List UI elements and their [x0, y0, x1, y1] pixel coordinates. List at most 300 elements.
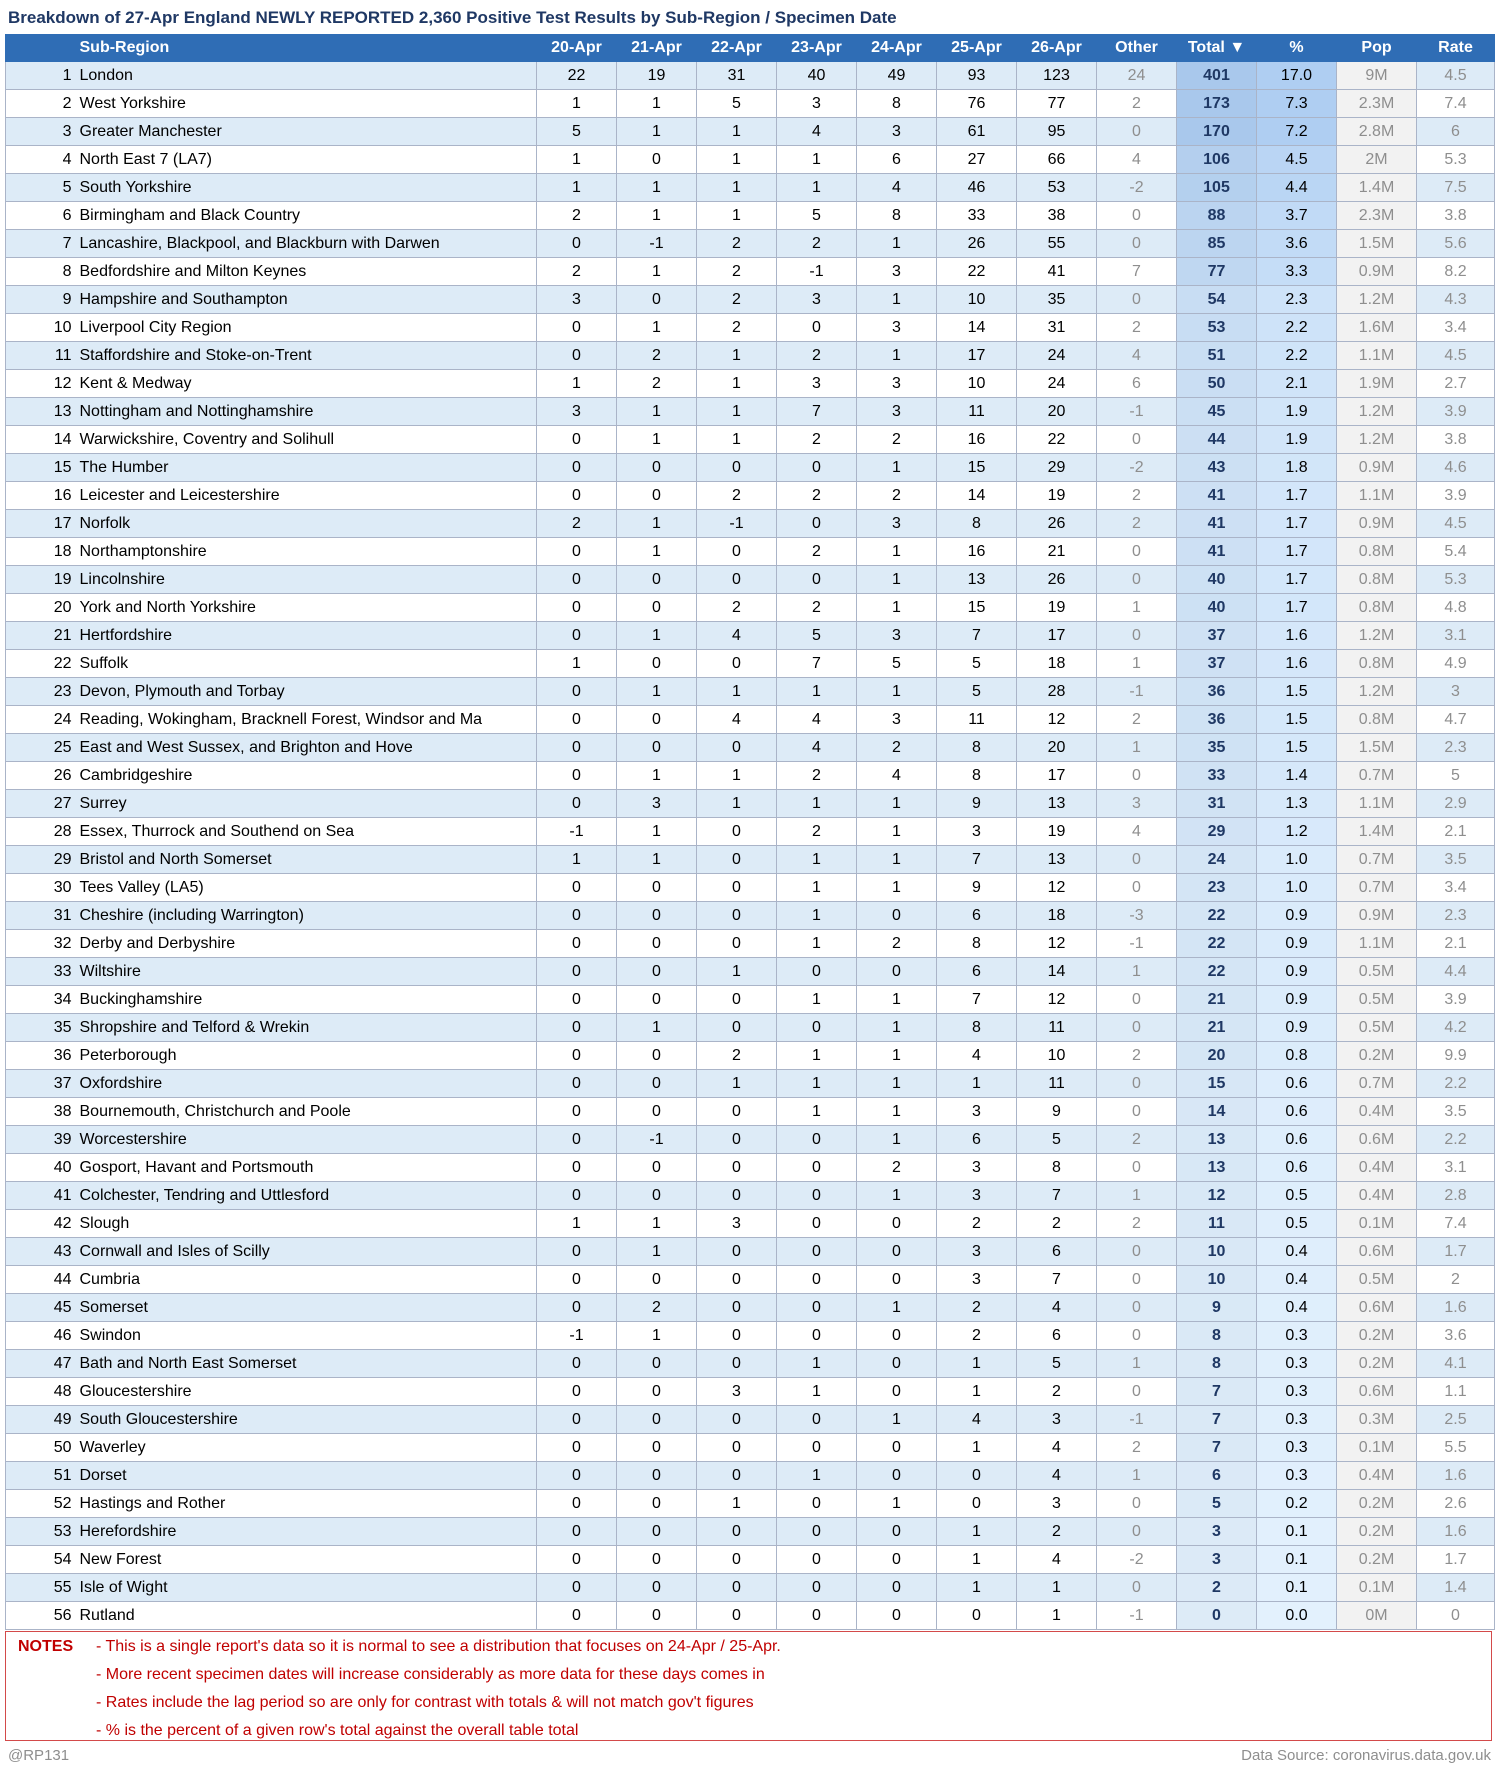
rank-cell: 55	[6, 1574, 76, 1602]
col-header-percent[interactable]: %	[1257, 35, 1337, 62]
cell-total: 35	[1177, 734, 1257, 762]
cell-total: 2	[1177, 1574, 1257, 1602]
cell-23-apr: 0	[777, 1546, 857, 1574]
cell-23-apr: 3	[777, 286, 857, 314]
cell-percent: 1.7	[1257, 538, 1337, 566]
cell-26-apr: 7	[1017, 1182, 1097, 1210]
cell-other: -2	[1097, 174, 1177, 202]
cell-total: 10	[1177, 1266, 1257, 1294]
cell-rate: 4.3	[1417, 286, 1495, 314]
subregion-name: East and West Sussex, and Brighton and Hove	[76, 734, 537, 762]
cell-20-apr: 1	[537, 1210, 617, 1238]
cell-26-apr: 5	[1017, 1126, 1097, 1154]
cell-22-apr: 0	[697, 1266, 777, 1294]
cell-25-apr: 3	[937, 1098, 1017, 1126]
cell-total: 105	[1177, 174, 1257, 202]
cell-22-apr: 0	[697, 846, 777, 874]
cell-21-apr: 2	[617, 342, 697, 370]
table-row	[6, 174, 1495, 202]
cell-total: 20	[1177, 1042, 1257, 1070]
cell-24-apr: 1	[857, 790, 937, 818]
cell-22-apr: 2	[697, 286, 777, 314]
table-row	[6, 1098, 1495, 1126]
cell-percent: 0.3	[1257, 1350, 1337, 1378]
cell-26-apr: 17	[1017, 622, 1097, 650]
table-row	[6, 678, 1495, 706]
table-row	[6, 426, 1495, 454]
cell-total: 44	[1177, 426, 1257, 454]
cell-25-apr: 3	[937, 1238, 1017, 1266]
cell-25-apr: 1	[937, 1350, 1017, 1378]
cell-total: 50	[1177, 370, 1257, 398]
cell-rate: 2.7	[1417, 370, 1495, 398]
table-row	[6, 986, 1495, 1014]
cell-total: 41	[1177, 510, 1257, 538]
cell-pop: 1.2M	[1337, 622, 1417, 650]
cell-percent: 0.1	[1257, 1518, 1337, 1546]
cell-25-apr: 16	[937, 426, 1017, 454]
cell-21-apr: 0	[617, 1350, 697, 1378]
cell-20-apr: 0	[537, 314, 617, 342]
cell-other: 0	[1097, 1294, 1177, 1322]
cell-25-apr: 26	[937, 230, 1017, 258]
cell-rate: 3.4	[1417, 314, 1495, 342]
note-line: - Rates include the lag period so are only for contrast with totals & will not match gov't figures	[96, 1694, 754, 1711]
table-row	[6, 1322, 1495, 1350]
cell-20-apr: 3	[537, 398, 617, 426]
cell-24-apr: 3	[857, 118, 937, 146]
table-row	[6, 1546, 1495, 1574]
cell-pop: 1.2M	[1337, 398, 1417, 426]
rank-cell: 53	[6, 1518, 76, 1546]
col-header-20-apr[interactable]: 20-Apr	[537, 35, 617, 62]
cell-24-apr: 6	[857, 146, 937, 174]
cell-21-apr: 0	[617, 454, 697, 482]
cell-22-apr: 0	[697, 1126, 777, 1154]
cell-pop: 0.3M	[1337, 1406, 1417, 1434]
rank-cell: 4	[6, 146, 76, 174]
cell-other: 0	[1097, 1518, 1177, 1546]
cell-23-apr: 5	[777, 202, 857, 230]
cell-20-apr: -1	[537, 1322, 617, 1350]
cell-20-apr: 0	[537, 1154, 617, 1182]
cell-21-apr: 0	[617, 1434, 697, 1462]
cell-22-apr: 0	[697, 1350, 777, 1378]
cell-pop: 0M	[1337, 1602, 1417, 1630]
cell-25-apr: 6	[937, 902, 1017, 930]
cell-total: 7	[1177, 1406, 1257, 1434]
cell-rate: 1.6	[1417, 1294, 1495, 1322]
subregion-name: Greater Manchester	[76, 118, 537, 146]
cell-total: 53	[1177, 314, 1257, 342]
cell-26-apr: 1	[1017, 1602, 1097, 1630]
cell-rate: 2.1	[1417, 818, 1495, 846]
cell-22-apr: 2	[697, 230, 777, 258]
cell-total: 77	[1177, 258, 1257, 286]
col-header-21-apr[interactable]: 21-Apr	[617, 35, 697, 62]
cell-percent: 7.2	[1257, 118, 1337, 146]
cell-23-apr: 3	[777, 90, 857, 118]
cell-21-apr: 0	[617, 1602, 697, 1630]
cell-21-apr: 19	[617, 62, 697, 90]
cell-20-apr: 0	[537, 1490, 617, 1518]
cell-24-apr: 1	[857, 1406, 937, 1434]
cell-rate: 3.5	[1417, 1098, 1495, 1126]
table-row	[6, 1238, 1495, 1266]
cell-other: 0	[1097, 118, 1177, 146]
cell-22-apr: 2	[697, 258, 777, 286]
cell-24-apr: 3	[857, 510, 937, 538]
cell-21-apr: 1	[617, 202, 697, 230]
col-header-24-apr[interactable]: 24-Apr	[857, 35, 937, 62]
cell-22-apr: 0	[697, 818, 777, 846]
cell-rate: 4.8	[1417, 594, 1495, 622]
author-credit: @RP131	[8, 1747, 70, 1764]
cell-21-apr: 0	[617, 1182, 697, 1210]
col-header-other[interactable]: Other	[1097, 35, 1177, 62]
col-header-25-apr[interactable]: 25-Apr	[937, 35, 1017, 62]
cell-24-apr: 0	[857, 958, 937, 986]
cell-21-apr: 1	[617, 1322, 697, 1350]
cell-24-apr: 2	[857, 734, 937, 762]
cell-other: 2	[1097, 1126, 1177, 1154]
subregion-name: Bedfordshire and Milton Keynes	[76, 258, 537, 286]
cell-21-apr: 0	[617, 1406, 697, 1434]
cell-23-apr: 5	[777, 622, 857, 650]
cell-total: 11	[1177, 1210, 1257, 1238]
cell-26-apr: 2	[1017, 1210, 1097, 1238]
cell-25-apr: 11	[937, 398, 1017, 426]
cell-24-apr: 1	[857, 1126, 937, 1154]
cell-25-apr: 3	[937, 1182, 1017, 1210]
notes-label: NOTES	[18, 1638, 74, 1655]
table-row	[6, 1014, 1495, 1042]
rank-cell: 46	[6, 1322, 76, 1350]
cell-21-apr: 2	[617, 370, 697, 398]
table-row	[6, 454, 1495, 482]
rank-cell: 20	[6, 594, 76, 622]
cell-26-apr: 18	[1017, 650, 1097, 678]
cell-24-apr: 0	[857, 1546, 937, 1574]
cell-23-apr: 0	[777, 1126, 857, 1154]
table-row	[6, 1378, 1495, 1406]
table-row	[6, 594, 1495, 622]
cell-other: 0	[1097, 874, 1177, 902]
table-row	[6, 1126, 1495, 1154]
subregion-header[interactable]: Sub-Region	[76, 35, 537, 62]
cell-20-apr: 0	[537, 874, 617, 902]
col-header-pop[interactable]: Pop	[1337, 35, 1417, 62]
cell-20-apr: 0	[537, 1518, 617, 1546]
cell-pop: 2.3M	[1337, 90, 1417, 118]
cell-percent: 4.4	[1257, 174, 1337, 202]
cell-pop: 1.6M	[1337, 314, 1417, 342]
cell-20-apr: 3	[537, 286, 617, 314]
cell-24-apr: 2	[857, 930, 937, 958]
col-header-26-apr[interactable]: 26-Apr	[1017, 35, 1097, 62]
cell-22-apr: 1	[697, 1490, 777, 1518]
cell-20-apr: 1	[537, 370, 617, 398]
cell-26-apr: 24	[1017, 342, 1097, 370]
rank-cell: 16	[6, 482, 76, 510]
cell-26-apr: 11	[1017, 1014, 1097, 1042]
cell-percent: 0.8	[1257, 1042, 1337, 1070]
cell-23-apr: -1	[777, 258, 857, 286]
cell-total: 37	[1177, 622, 1257, 650]
cell-percent: 0.3	[1257, 1378, 1337, 1406]
cell-total: 41	[1177, 538, 1257, 566]
cell-rate: 3.9	[1417, 398, 1495, 426]
cell-rate: 5.3	[1417, 146, 1495, 174]
cell-23-apr: 7	[777, 650, 857, 678]
cell-21-apr: 0	[617, 1462, 697, 1490]
cell-25-apr: 11	[937, 706, 1017, 734]
cell-pop: 0.6M	[1337, 1378, 1417, 1406]
cell-23-apr: 0	[777, 510, 857, 538]
subregion-table	[5, 34, 1495, 1630]
subregion-name: Bath and North East Somerset	[76, 1350, 537, 1378]
cell-26-apr: 55	[1017, 230, 1097, 258]
cell-21-apr: 1	[617, 1014, 697, 1042]
cell-pop: 0.4M	[1337, 1154, 1417, 1182]
cell-other: 0	[1097, 1574, 1177, 1602]
header-row	[6, 35, 1495, 62]
cell-other: 2	[1097, 1210, 1177, 1238]
cell-20-apr: 0	[537, 1602, 617, 1630]
cell-pop: 0.2M	[1337, 1042, 1417, 1070]
subregion-name: Wiltshire	[76, 958, 537, 986]
cell-percent: 1.7	[1257, 594, 1337, 622]
cell-pop: 0.6M	[1337, 1126, 1417, 1154]
rank-cell: 47	[6, 1350, 76, 1378]
cell-pop: 2M	[1337, 146, 1417, 174]
cell-20-apr: 2	[537, 258, 617, 286]
subregion-name: Bristol and North Somerset	[76, 846, 537, 874]
cell-22-apr: 0	[697, 1182, 777, 1210]
cell-other: 0	[1097, 1266, 1177, 1294]
cell-percent: 1.6	[1257, 650, 1337, 678]
cell-total: 10	[1177, 1238, 1257, 1266]
cell-percent: 0.0	[1257, 1602, 1337, 1630]
cell-24-apr: 4	[857, 174, 937, 202]
cell-other: 2	[1097, 314, 1177, 342]
cell-24-apr: 1	[857, 1490, 937, 1518]
cell-pop: 1.5M	[1337, 230, 1417, 258]
rank-cell: 8	[6, 258, 76, 286]
rank-cell: 17	[6, 510, 76, 538]
rank-cell: 56	[6, 1602, 76, 1630]
rank-cell: 52	[6, 1490, 76, 1518]
cell-pop: 0.6M	[1337, 1294, 1417, 1322]
rank-cell: 5	[6, 174, 76, 202]
cell-other: 2	[1097, 1434, 1177, 1462]
table-row	[6, 762, 1495, 790]
cell-rate: 2.9	[1417, 790, 1495, 818]
cell-rate: 1.7	[1417, 1238, 1495, 1266]
cell-20-apr: 0	[537, 734, 617, 762]
table-row	[6, 1070, 1495, 1098]
cell-24-apr: 8	[857, 202, 937, 230]
cell-percent: 1.5	[1257, 706, 1337, 734]
cell-24-apr: 1	[857, 986, 937, 1014]
cell-21-apr: 0	[617, 1378, 697, 1406]
cell-20-apr: 2	[537, 510, 617, 538]
cell-25-apr: 15	[937, 454, 1017, 482]
rank-cell: 35	[6, 1014, 76, 1042]
cell-rate: 3.1	[1417, 1154, 1495, 1182]
rank-cell: 41	[6, 1182, 76, 1210]
cell-20-apr: 0	[537, 342, 617, 370]
cell-26-apr: 29	[1017, 454, 1097, 482]
cell-24-apr: 3	[857, 314, 937, 342]
rank-cell: 24	[6, 706, 76, 734]
cell-percent: 0.5	[1257, 1210, 1337, 1238]
cell-other: 0	[1097, 202, 1177, 230]
subregion-name: New Forest	[76, 1546, 537, 1574]
cell-26-apr: 14	[1017, 958, 1097, 986]
cell-23-apr: 0	[777, 1574, 857, 1602]
cell-20-apr: 0	[537, 790, 617, 818]
cell-other: 0	[1097, 538, 1177, 566]
rank-cell: 18	[6, 538, 76, 566]
cell-other: 0	[1097, 1154, 1177, 1182]
col-header-23-apr[interactable]: 23-Apr	[777, 35, 857, 62]
table-row	[6, 146, 1495, 174]
cell-23-apr: 0	[777, 1602, 857, 1630]
cell-26-apr: 8	[1017, 1154, 1097, 1182]
cell-26-apr: 38	[1017, 202, 1097, 230]
cell-total: 7	[1177, 1434, 1257, 1462]
cell-24-apr: 0	[857, 1602, 937, 1630]
cell-23-apr: 1	[777, 790, 857, 818]
cell-24-apr: 1	[857, 1014, 937, 1042]
cell-26-apr: 1	[1017, 1574, 1097, 1602]
cell-22-apr: 1	[697, 1070, 777, 1098]
rank-cell: 51	[6, 1462, 76, 1490]
cell-total: 15	[1177, 1070, 1257, 1098]
rank-cell: 25	[6, 734, 76, 762]
note-line: - This is a single report's data so it is normal to see a distribution that focuses on 24-Apr / 25-Apr.	[96, 1638, 781, 1655]
cell-other: 0	[1097, 846, 1177, 874]
cell-23-apr: 1	[777, 902, 857, 930]
cell-rate: 7.5	[1417, 174, 1495, 202]
cell-24-apr: 1	[857, 594, 937, 622]
cell-25-apr: 1	[937, 1546, 1017, 1574]
rank-cell: 29	[6, 846, 76, 874]
cell-rate: 5.6	[1417, 230, 1495, 258]
cell-25-apr: 0	[937, 1490, 1017, 1518]
cell-24-apr: 1	[857, 874, 937, 902]
cell-21-apr: 0	[617, 1518, 697, 1546]
col-header-rate[interactable]: Rate	[1417, 35, 1495, 62]
cell-pop: 0.8M	[1337, 566, 1417, 594]
cell-total: 29	[1177, 818, 1257, 846]
subregion-name: Essex, Thurrock and Southend on Sea	[76, 818, 537, 846]
cell-percent: 0.9	[1257, 930, 1337, 958]
subregion-name: South Yorkshire	[76, 174, 537, 202]
cell-23-apr: 1	[777, 678, 857, 706]
subregion-name: Herefordshire	[76, 1518, 537, 1546]
cell-total: 22	[1177, 902, 1257, 930]
notes-lines	[96, 1635, 781, 1747]
cell-20-apr: -1	[537, 818, 617, 846]
subregion-name: Lincolnshire	[76, 566, 537, 594]
cell-26-apr: 66	[1017, 146, 1097, 174]
cell-21-apr: 1	[617, 174, 697, 202]
col-header-22-apr[interactable]: 22-Apr	[697, 35, 777, 62]
cell-20-apr: 0	[537, 230, 617, 258]
cell-26-apr: 26	[1017, 510, 1097, 538]
cell-percent: 3.3	[1257, 258, 1337, 286]
cell-24-apr: 49	[857, 62, 937, 90]
subregion-name: London	[76, 62, 537, 90]
data-source: Data Source: coronavirus.data.gov.uk	[1241, 1747, 1491, 1764]
cell-24-apr: 1	[857, 286, 937, 314]
cell-pop: 0.7M	[1337, 762, 1417, 790]
table-row	[6, 706, 1495, 734]
cell-rate: 3	[1417, 678, 1495, 706]
cell-other: 2	[1097, 482, 1177, 510]
cell-percent: 1.5	[1257, 678, 1337, 706]
cell-other: 0	[1097, 230, 1177, 258]
cell-pop: 0.4M	[1337, 1182, 1417, 1210]
cell-rate: 3.4	[1417, 874, 1495, 902]
rank-cell: 26	[6, 762, 76, 790]
cell-25-apr: 1	[937, 1574, 1017, 1602]
cell-23-apr: 2	[777, 538, 857, 566]
cell-rate: 1.6	[1417, 1518, 1495, 1546]
cell-20-apr: 0	[537, 1070, 617, 1098]
cell-21-apr: 1	[617, 118, 697, 146]
cell-26-apr: 12	[1017, 874, 1097, 902]
cell-20-apr: 1	[537, 90, 617, 118]
cell-total: 33	[1177, 762, 1257, 790]
cell-22-apr: 0	[697, 874, 777, 902]
cell-percent: 4.5	[1257, 146, 1337, 174]
subregion-name: Leicester and Leicestershire	[76, 482, 537, 510]
rank-cell: 43	[6, 1238, 76, 1266]
cell-pop: 1.4M	[1337, 818, 1417, 846]
table-row	[6, 286, 1495, 314]
cell-21-apr: 0	[617, 1154, 697, 1182]
cell-25-apr: 5	[937, 678, 1017, 706]
rank-cell: 1	[6, 62, 76, 90]
cell-26-apr: 19	[1017, 482, 1097, 510]
cell-rate: 1.7	[1417, 1546, 1495, 1574]
cell-22-apr: 3	[697, 1210, 777, 1238]
cell-percent: 0.3	[1257, 1406, 1337, 1434]
col-header-total-sorted[interactable]: Total ▼	[1177, 35, 1257, 62]
cell-24-apr: 2	[857, 426, 937, 454]
cell-percent: 0.5	[1257, 1182, 1337, 1210]
cell-21-apr: 2	[617, 1294, 697, 1322]
rank-cell: 11	[6, 342, 76, 370]
cell-23-apr: 0	[777, 1294, 857, 1322]
cell-rate: 2	[1417, 1266, 1495, 1294]
cell-20-apr: 0	[537, 1182, 617, 1210]
cell-25-apr: 1	[937, 1378, 1017, 1406]
cell-total: 54	[1177, 286, 1257, 314]
cell-total: 3	[1177, 1518, 1257, 1546]
cell-22-apr: 0	[697, 538, 777, 566]
cell-pop: 9M	[1337, 62, 1417, 90]
cell-26-apr: 2	[1017, 1518, 1097, 1546]
table-row	[6, 482, 1495, 510]
rank-cell: 34	[6, 986, 76, 1014]
subregion-name: Derby and Derbyshire	[76, 930, 537, 958]
cell-other: 0	[1097, 286, 1177, 314]
cell-23-apr: 0	[777, 1266, 857, 1294]
